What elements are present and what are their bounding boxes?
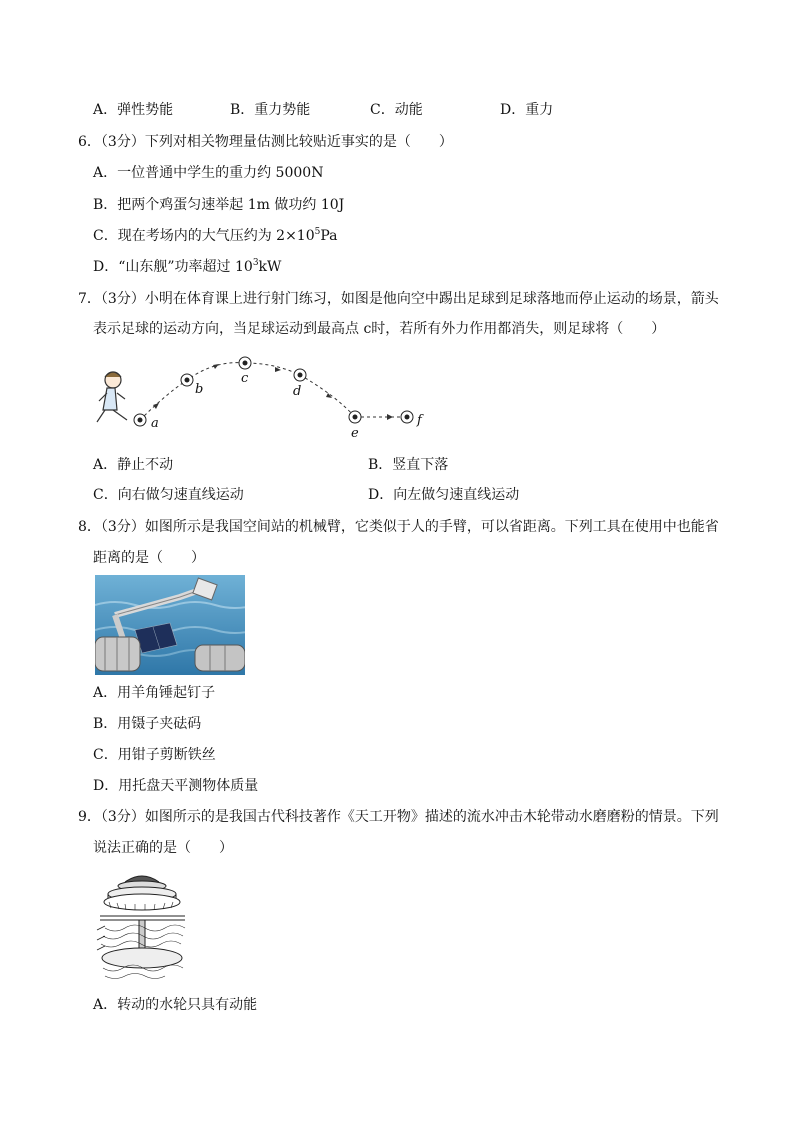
q6-option-b: B．把两个鸡蛋匀速举起 1m 做功约 10J [93, 197, 345, 213]
q5-option-c: C．动能 [370, 102, 423, 118]
q7-option-d: D．向左做匀速直线运动 [368, 487, 520, 503]
q6-stem: 6．（3分）下列对相关物理量估测比较贴近事实的是（ ） [78, 134, 453, 150]
q9-stem-line2: 说法正确的是（ ） [93, 840, 233, 856]
label-a: a [151, 416, 159, 431]
q7-option-a: A．静止不动 [93, 457, 174, 473]
label-d: d [293, 384, 302, 399]
q6-option-c: C．现在考场内的大气压约为 $2\times 10^5Pa$ [93, 227, 338, 244]
q8-option-a: A．用羊角锤起钉子 [93, 685, 216, 701]
q7-stem-line2: 表示足球的运动方向，当足球运动到最高点 c时，若所有外力作用都消失，则足球将（ ） [93, 321, 666, 337]
q7-football-trajectory-figure [95, 355, 435, 445]
q8-stem-line1: 8．（3分）如图所示是我国空间站的机械臂，它类似于人的手臂，可以省距离。下列工具在使用中也能省 [78, 519, 719, 535]
label-c: c [241, 371, 249, 386]
q5-option-b: B．重力势能 [230, 102, 311, 118]
q6-option-a: A．一位普通中学生的重力约 5000N [93, 165, 324, 181]
label-e: e [351, 426, 359, 441]
q6-option-d: D．“山东舰”功率超过 $10^3kW$ [93, 258, 282, 275]
q8-stem-line2: 距离的是（ ） [93, 550, 205, 566]
q7-option-c: C．向右做匀速直线运动 [93, 487, 244, 503]
q8-option-c: C．用钳子剪断铁丝 [93, 747, 216, 763]
space-station-robotic-arm-image [95, 575, 245, 675]
label-f: f [417, 413, 422, 428]
q8-option-d: D．用托盘天平测物体质量 [93, 778, 259, 794]
q5-option-a: A．弹性势能 [93, 102, 174, 118]
q5-option-d: D．重力 [500, 102, 554, 118]
water-mill-illustration [95, 868, 190, 983]
q8-option-b: B．用镊子夹砝码 [93, 716, 202, 732]
q9-stem-line1: 9．（3分）如图所示的是我国古代科技著作《天工开物》描述的流水冲击木轮带动水磨磨粉的情景。下列 [78, 809, 719, 825]
q7-option-b: B．竖直下落 [368, 457, 449, 473]
label-b: b [195, 382, 204, 397]
q9-option-a: A．转动的水轮只具有动能 [93, 997, 258, 1013]
boy-kicking-icon [97, 372, 127, 422]
q7-stem-line1: 7．（3分）小明在体育课上进行射门练习，如图是他向空中踢出足球到足球落地而停止运动的场景，箭头 [78, 291, 719, 307]
